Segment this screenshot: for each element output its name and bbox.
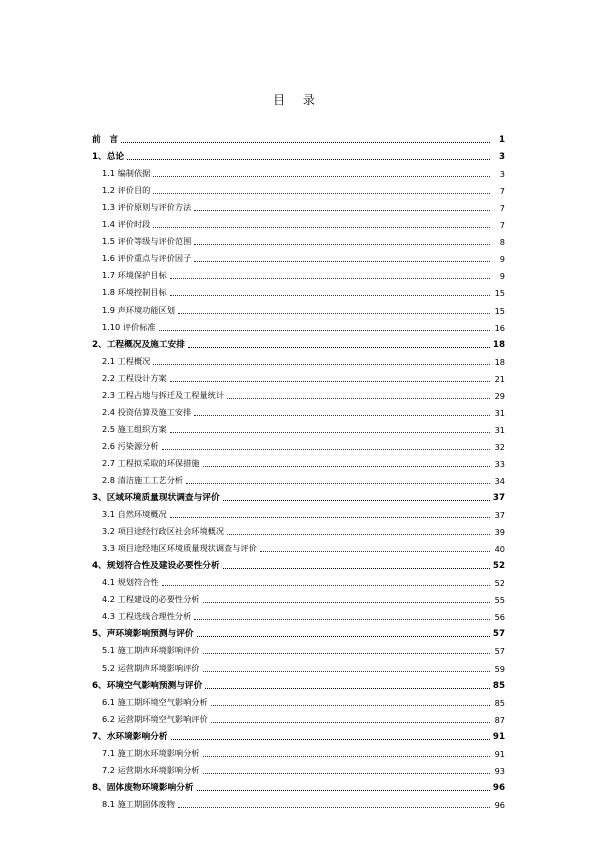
toc-section-entry[interactable]: [92, 708, 505, 725]
dot-leader: [194, 415, 490, 416]
toc-page-number: 7: [499, 220, 505, 231]
toc-section-entry[interactable]: [92, 418, 505, 435]
dot-leader: [203, 653, 491, 654]
dot-leader: [121, 142, 490, 143]
toc-page-number: 56: [494, 612, 505, 623]
toc-page-number: 85: [492, 680, 505, 691]
toc-chapter-entry[interactable]: [92, 554, 505, 571]
toc-page-number: 91: [494, 748, 505, 759]
toc-chapter-entry[interactable]: [92, 622, 505, 639]
toc-page-number: 18: [492, 339, 505, 350]
toc-entry-label: 4.3 工程选线合理性分析: [102, 611, 192, 622]
toc-page-number: 1: [498, 135, 505, 146]
toc-entry-label: 2.1 工程概况: [102, 355, 151, 366]
toc-entry-label: 前 言: [92, 135, 119, 146]
toc-section-entry[interactable]: [92, 793, 505, 810]
toc-entry-label: 7.2 运营期水环境影响分析: [102, 764, 200, 775]
toc-section-entry[interactable]: [92, 452, 505, 469]
dot-leader: [205, 688, 490, 689]
toc-entry-label: 2.4 投资估算及施工安排: [102, 406, 192, 417]
dot-leader: [162, 449, 490, 450]
dot-leader: [159, 330, 490, 331]
toc-section-entry[interactable]: [92, 435, 505, 452]
toc-page-number: 52: [492, 561, 505, 572]
toc-chapter-entry[interactable]: [92, 128, 505, 145]
toc-section-entry[interactable]: [92, 742, 505, 759]
toc-section-entry[interactable]: [92, 759, 505, 776]
dot-leader: [203, 756, 491, 757]
toc-section-entry[interactable]: [92, 247, 505, 264]
toc-section-entry[interactable]: [92, 264, 505, 281]
dot-leader: [127, 159, 490, 160]
toc-entry-label: 3.3 项目途经地区环境质量现状调查与评价: [102, 543, 257, 554]
toc-section-entry[interactable]: [92, 281, 505, 298]
dot-leader: [170, 432, 490, 433]
toc-entry-label: 2.6 污染源分析: [102, 440, 159, 451]
dot-leader: [203, 466, 491, 467]
toc-page-number: 31: [494, 407, 505, 418]
toc-entry-label: 2.2 工程设计方案: [102, 372, 167, 383]
toc-page-number: 15: [494, 305, 505, 316]
toc-section-entry[interactable]: [92, 316, 505, 333]
toc-page-number: 40: [494, 544, 505, 555]
toc-chapter-entry[interactable]: [92, 776, 505, 793]
toc-page-number: 31: [494, 424, 505, 435]
toc-page-number: 33: [494, 458, 505, 469]
dot-leader: [153, 364, 490, 365]
toc-entry-label: 5、声环境影响预测与评价: [92, 629, 194, 640]
toc-entry-label: 7、水环境影响分析: [92, 731, 168, 742]
toc-entry-label: 1.10 评价标准: [102, 321, 156, 332]
toc-page-number: 9: [499, 254, 505, 265]
dot-leader: [211, 722, 490, 723]
toc-chapter-entry[interactable]: [92, 486, 505, 503]
toc-page-number: 7: [499, 203, 505, 214]
dot-leader: [153, 193, 490, 194]
toc-entry-label: 8、固体废物环境影响分析: [92, 782, 194, 793]
dot-leader: [162, 585, 490, 586]
toc-entry-label: 1.5 评价等级与评价范围: [102, 236, 192, 247]
dot-leader: [223, 568, 490, 569]
toc-entry-label: 2.3 工程占地与拆迁及工程量统计: [102, 389, 225, 400]
toc-entry-label: 2.7 工程拟采取的环保措施: [102, 457, 200, 468]
dot-leader: [203, 671, 491, 672]
dot-leader: [186, 483, 490, 484]
toc-entry-label: 1.6 评价重点与评价因子: [102, 253, 192, 264]
toc-entry-label: 1.2 评价目的: [102, 185, 151, 196]
toc-chapter-entry[interactable]: [92, 333, 505, 350]
toc-page-number: 8: [499, 237, 505, 248]
toc-page-number: 57: [492, 629, 505, 640]
dot-leader: [260, 551, 490, 552]
toc-section-entry[interactable]: [92, 384, 505, 401]
toc-section-entry[interactable]: [92, 196, 505, 213]
toc-page-number: 39: [494, 527, 505, 538]
dot-leader: [170, 278, 490, 279]
toc-section-entry[interactable]: [92, 656, 505, 673]
toc-section-entry[interactable]: [92, 401, 505, 418]
toc-entry-label: 4.2 工程建设的必要性分析: [102, 594, 200, 605]
dot-leader: [153, 227, 490, 228]
dot-leader: [194, 261, 490, 262]
toc-page-number: 34: [494, 475, 505, 486]
dot-leader: [197, 790, 490, 791]
toc-section-entry[interactable]: [92, 520, 505, 537]
toc-entry-label: 1.9 声环境功能区划: [102, 304, 175, 315]
dot-leader: [211, 705, 490, 706]
toc-page-number: 32: [494, 441, 505, 452]
toc-page-number: 9: [499, 271, 505, 282]
toc-page-number: 91: [492, 731, 505, 742]
toc-entry-label: 5.1 施工期声环境影响评价: [102, 645, 200, 656]
toc-entry-label: 8.1 施工期固体废物: [102, 798, 175, 809]
toc-section-entry[interactable]: [92, 367, 505, 384]
toc-entry-label: 3.1 自然环境概况: [102, 509, 167, 520]
toc-page-number: 87: [494, 714, 505, 725]
toc-section-entry[interactable]: [92, 350, 505, 367]
toc-section-entry[interactable]: [92, 639, 505, 656]
toc-entry-label: 2.8 清洁施工工艺分析: [102, 474, 184, 485]
toc-chapter-entry[interactable]: [92, 145, 505, 162]
toc-section-entry[interactable]: [92, 162, 505, 179]
dot-leader: [170, 517, 490, 518]
toc-page-number: 16: [494, 322, 505, 333]
toc-entry-label: 1.4 评价时段: [102, 219, 151, 230]
toc-page-number: 52: [494, 578, 505, 589]
toc-entry-label: 6.2 运营期环境空气影响评价: [102, 713, 208, 724]
toc-chapter-entry[interactable]: [92, 674, 505, 691]
toc-entry-label: 2、工程概况及施工安排: [92, 339, 185, 350]
toc-section-entry[interactable]: [92, 691, 505, 708]
dot-leader: [170, 295, 490, 296]
dot-leader: [178, 807, 490, 808]
page-title: 目 录: [273, 93, 322, 107]
toc-page-number: 96: [494, 799, 505, 810]
toc-entry-label: 3.2 项目途经行政区社会环境概况: [102, 526, 225, 537]
dot-leader: [227, 398, 490, 399]
toc-entry-label: 6.1 施工期环境空气影响分析: [102, 696, 208, 707]
toc-page-number: 3: [498, 152, 505, 163]
toc-page-number: 15: [494, 288, 505, 299]
toc-chapter-entry[interactable]: [92, 725, 505, 742]
dot-leader: [194, 244, 490, 245]
toc-page-number: 21: [494, 373, 505, 384]
toc-page-number: 96: [492, 782, 505, 793]
toc-entry-label: 4、规划符合性及建设必要性分析: [92, 561, 220, 572]
toc-section-entry[interactable]: [92, 537, 505, 554]
toc-entry-label: 7.1 施工期水环境影响分析: [102, 747, 200, 758]
toc-entry-label: 1.7 环境保护目标: [102, 270, 167, 281]
toc-section-entry[interactable]: [92, 571, 505, 588]
toc-entry-label: 5.2 运营期声环境影响评价: [102, 662, 200, 673]
toc-entry-label: 1.1 编制依据: [102, 168, 151, 179]
toc-section-entry[interactable]: [92, 588, 505, 605]
dot-leader: [197, 636, 490, 637]
toc-section-entry[interactable]: [92, 179, 505, 196]
toc-entry-label: 2.5 施工组织方案: [102, 423, 167, 434]
toc-page-number: 93: [494, 765, 505, 776]
toc-section-entry[interactable]: [92, 503, 505, 520]
toc-entry-label: 4.1 规划符合性: [102, 577, 159, 588]
dot-leader: [194, 210, 490, 211]
toc-section-entry[interactable]: [92, 469, 505, 486]
dot-leader: [153, 176, 490, 177]
toc-entry-label: 1.3 评价原则与评价方法: [102, 202, 192, 213]
toc-page-number: 3: [499, 169, 505, 180]
table-of-contents: [92, 128, 505, 810]
toc-section-entry[interactable]: [92, 605, 505, 622]
dot-leader: [188, 347, 490, 348]
toc-section-entry[interactable]: [92, 213, 505, 230]
toc-page-number: 37: [494, 510, 505, 521]
dot-leader: [227, 534, 490, 535]
toc-entry-label: 6、环境空气影响预测与评价: [92, 680, 203, 691]
toc-page-number: 59: [494, 663, 505, 674]
toc-entry-label: 3、区域环境质量现状调查与评价: [92, 493, 220, 504]
toc-page-number: 85: [494, 697, 505, 708]
dot-leader: [170, 381, 490, 382]
toc-page-number: 55: [494, 595, 505, 606]
toc-section-entry[interactable]: [92, 298, 505, 315]
dot-leader: [223, 500, 490, 501]
toc-entry-label: 1.8 环境控制目标: [102, 287, 167, 298]
dot-leader: [178, 313, 490, 314]
dot-leader: [203, 602, 491, 603]
dot-leader: [203, 773, 491, 774]
toc-entry-label: 1、总论: [92, 152, 125, 163]
toc-page-number: 37: [492, 493, 505, 504]
toc-page-number: 18: [494, 356, 505, 367]
toc-page-number: 7: [499, 186, 505, 197]
toc-page-number: 29: [494, 390, 505, 401]
toc-page-number: 57: [494, 646, 505, 657]
dot-leader: [194, 619, 490, 620]
dot-leader: [171, 739, 490, 740]
toc-section-entry[interactable]: [92, 230, 505, 247]
